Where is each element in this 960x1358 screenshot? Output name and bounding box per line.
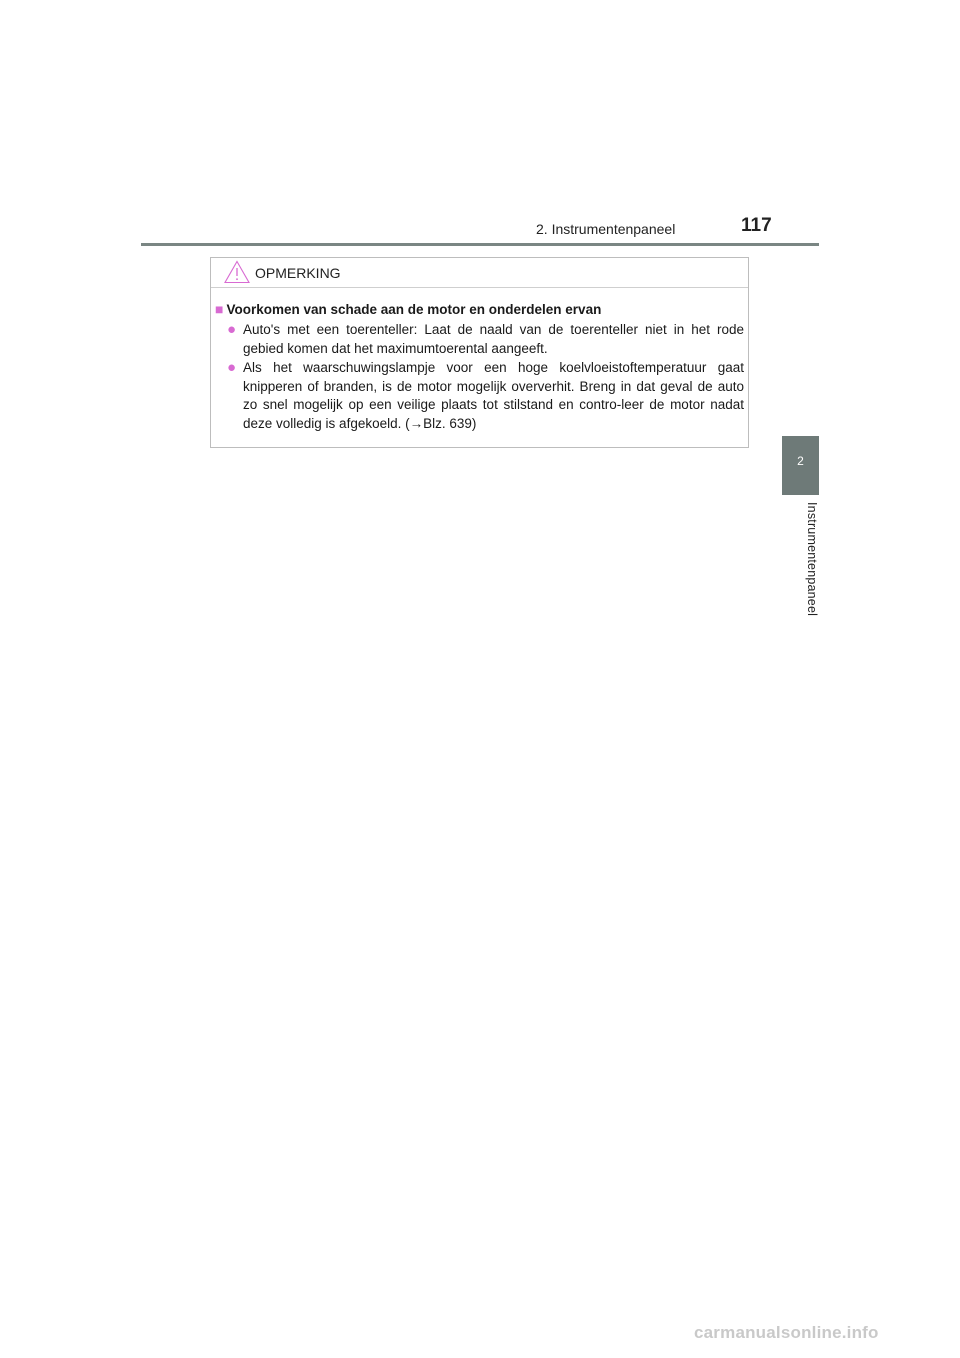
- notice-item: [227, 359, 744, 433]
- notice-item-text: Als het waarschuwingslampje voor een hoge koelvloeistoftemperatuur gaat knipperen of branden, is de motor mogelijk oververhit. Breng in dat geval de auto zo snel mogelijk op een veilige plaats tot stilstand en contro-leer de motor nadat deze volledig is afgekoeld. (→Blz. 639): [243, 360, 744, 431]
- watermark: carmanualsonline.info: [694, 1323, 879, 1342]
- square-bullet-icon: ■: [215, 301, 224, 317]
- page-number: 117: [741, 215, 772, 236]
- notice-title: OPMERKING: [255, 265, 341, 281]
- page-header-section-title: 2. Instrumentenpaneel: [536, 221, 676, 237]
- notice-box: [210, 257, 749, 448]
- chapter-side-tab: [782, 436, 819, 495]
- header-rule: [141, 243, 819, 246]
- notice-item-text: Auto's met een toerenteller: Laat de naald van de toerenteller niet in het rode gebied komen dat het maximumtoerental aangeeft.: [243, 322, 744, 356]
- notice-heading-text: Voorkomen van schade aan de motor en onderdelen ervan: [226, 302, 602, 317]
- notice-header: [211, 258, 748, 288]
- warning-triangle-icon: [224, 260, 250, 284]
- notice-item: [227, 321, 744, 358]
- chapter-label: Instrumentenpaneel: [805, 502, 819, 617]
- round-bullet-icon: ●: [227, 321, 237, 338]
- chapter-number: 2: [797, 454, 804, 468]
- notice-heading: [215, 301, 745, 317]
- round-bullet-icon: ●: [227, 359, 237, 376]
